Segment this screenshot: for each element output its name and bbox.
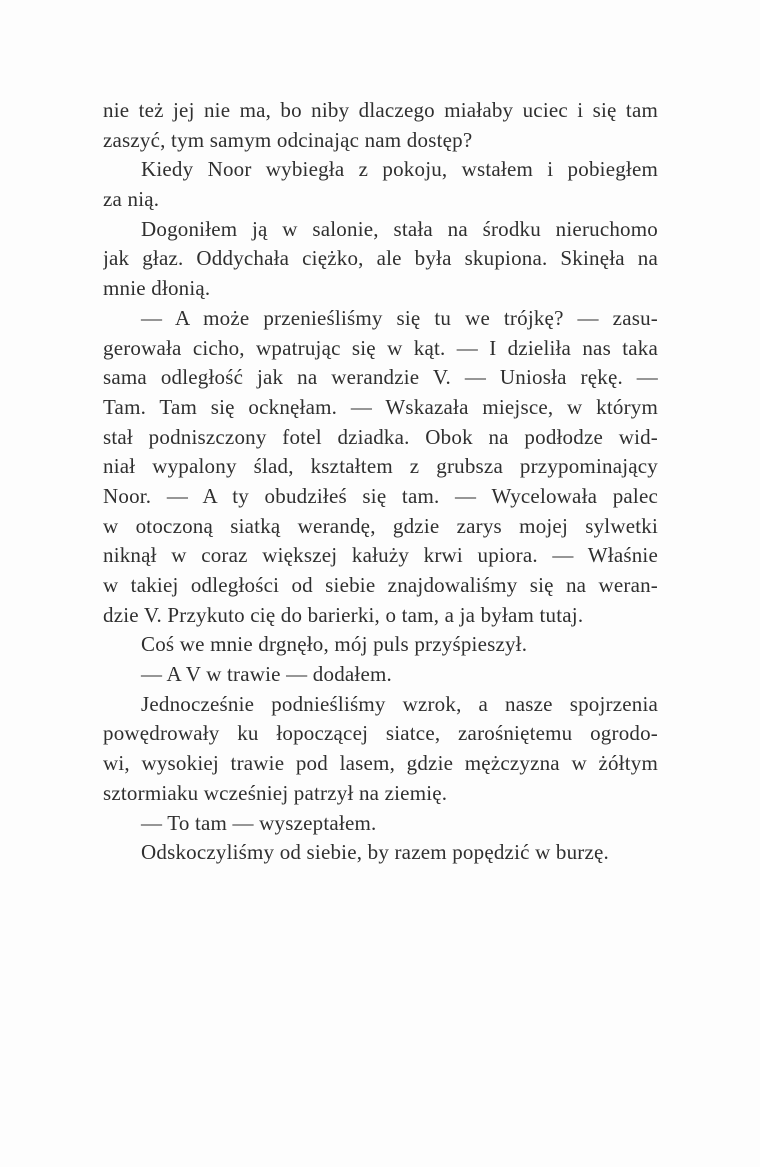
text-line: — To tam — wyszeptałem. (141, 810, 377, 835)
text-line: sztormiaku wcześniej patrzył na ziemię. (103, 780, 448, 805)
text-line: niał wypalony ślad, kształtem z grubsza przypominający (103, 454, 658, 479)
text-line: stał podniszczony fotel dziadka. Obok na podłodze wid- (103, 424, 658, 449)
text-line: — A może przenieśliśmy się tu we trójkę? — zasu- (141, 305, 658, 330)
text-line: w takiej odległości od siebie znajdowaliśmy się na weran- (103, 573, 658, 597)
paragraph (103, 630, 658, 660)
page-text-column (103, 96, 658, 868)
text-line: Noor. — A ty obudziłeś się tam. — Wycelowała palec (103, 483, 658, 508)
text-line: za nią. (103, 187, 160, 212)
paragraph (103, 809, 658, 839)
text-line: zaszyć, tym samym odcinając nam dostęp? (103, 127, 473, 152)
text-line: Kiedy Noor wybiegła z pokoju, wstałem i pobiegłem (141, 157, 658, 182)
text-line: w otoczoną siatką werandę, gdzie zarys mojej sylwetki (103, 513, 658, 538)
text-line: wi, wysokiej trawie pod lasem, gdzie mężczyzna w żółtym (103, 751, 658, 776)
paragraph (103, 838, 658, 868)
text-line: Dogoniłem ją w salonie, stała na środku nieruchomo (141, 216, 658, 241)
text-line: mnie dłonią. (103, 276, 211, 301)
text-line: nie też jej nie ma, bo niby dlaczego miałaby uciec i się tam (103, 98, 658, 122)
text-line: powędrowały ku łopoczącej siatce, zarośniętemu ogrodo- (103, 721, 658, 746)
paragraph (103, 215, 658, 304)
text-line: — A V w trawie — dodałem. (141, 662, 392, 687)
text-line: sama odległość jak na werandzie V. — Uniosła rękę. — (103, 365, 658, 390)
text-line: Tam. Tam się ocknęłam. — Wskazała miejsce, w którym (103, 394, 658, 419)
paragraph (103, 304, 658, 631)
text-line: Jednocześnie podnieśliśmy wzrok, a nasze spojrzenia (141, 691, 658, 716)
text-line: dzie V. Przykuto cię do barierki, o tam, a ja byłam tutaj. (103, 602, 584, 627)
paragraph (103, 96, 658, 155)
paragraph (103, 155, 658, 214)
text-line: Coś we mnie drgnęło, mój puls przyśpieszył. (141, 632, 528, 657)
paragraph (103, 660, 658, 690)
text-line: Odskoczyliśmy od siebie, by razem popędzić w burzę. (141, 840, 609, 865)
text-line: jak głaz. Oddychała ciężko, ale była skupiona. Skinęła na (103, 246, 658, 271)
text-line: gerowała cicho, wpatrując się w kąt. — I dzieliła nas taka (103, 335, 658, 360)
text-line: niknął w coraz większej kałuży krwi upiora. — Właśnie (103, 543, 658, 568)
paragraph (103, 690, 658, 809)
